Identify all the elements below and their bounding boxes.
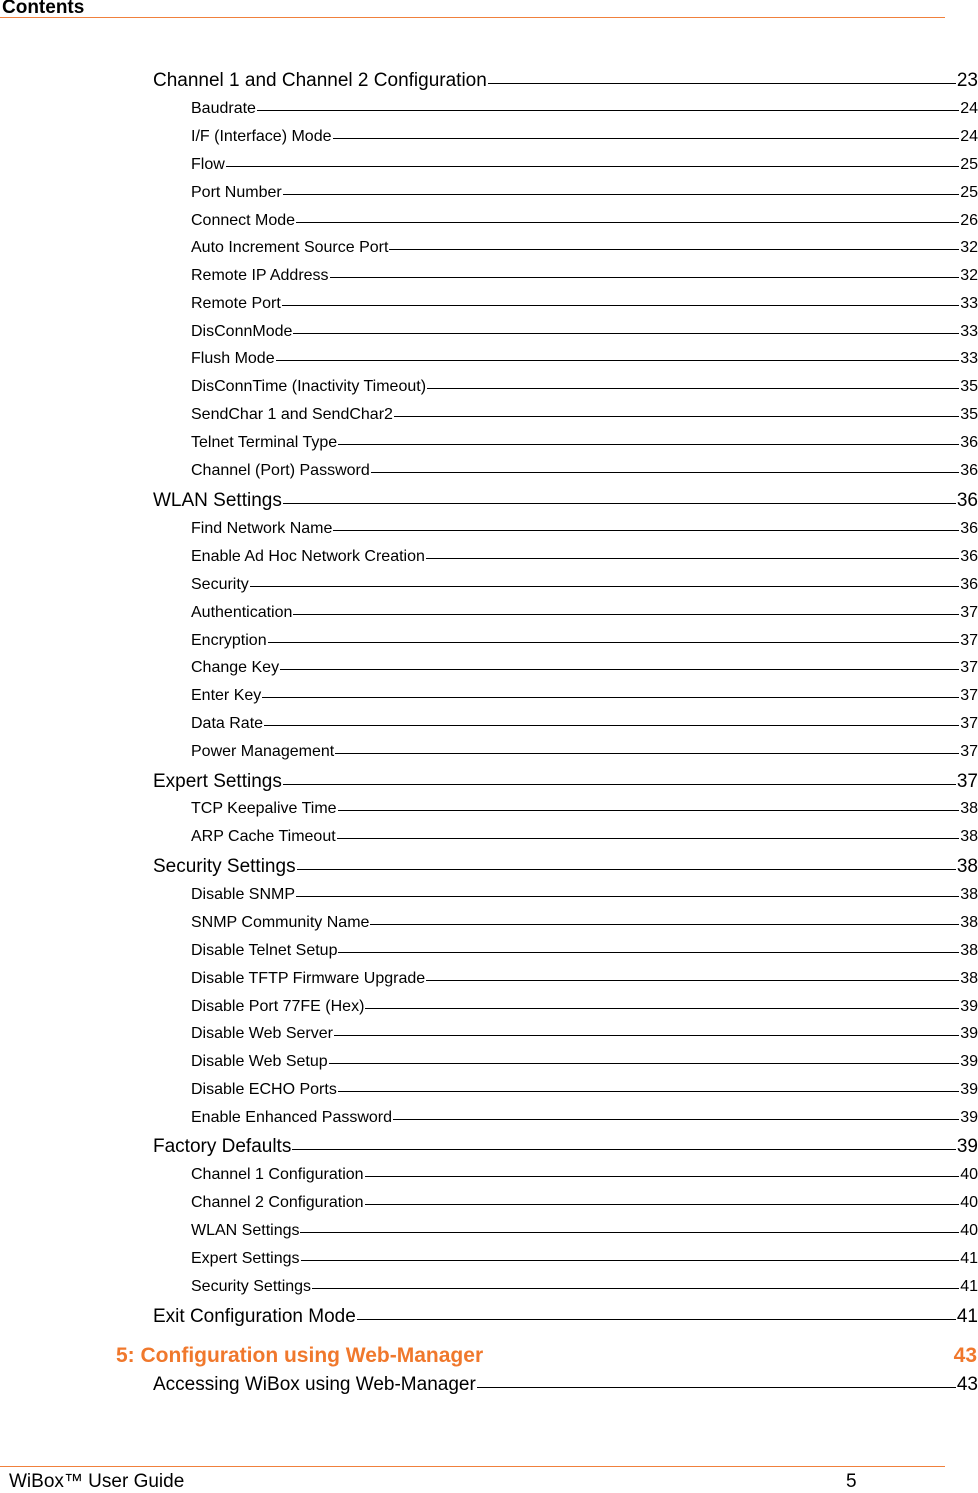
toc-entry[interactable]	[191, 1278, 978, 1300]
toc-entry-label: Security	[191, 576, 249, 593]
toc-entry[interactable]	[191, 350, 978, 372]
toc-leader-line	[426, 980, 959, 981]
toc-entry[interactable]	[191, 239, 978, 261]
toc-entry[interactable]	[191, 184, 978, 206]
toc-entry-label: Accessing WiBox using Web-Manager	[153, 1374, 476, 1395]
toc-entry-label: Channel 2 Configuration	[191, 1194, 364, 1211]
toc-entry-page: 33	[960, 323, 978, 340]
toc-entry-page: 37	[960, 687, 978, 704]
toc-entry-label: Factory Defaults	[153, 1136, 292, 1157]
toc-entry-page: 37	[960, 715, 978, 732]
toc-entry-page: 41	[956, 1306, 978, 1327]
toc-leader-line	[280, 669, 959, 670]
toc-entry[interactable]	[191, 800, 978, 822]
toc-entry-page: 36	[960, 434, 978, 451]
toc-entry[interactable]	[191, 434, 978, 456]
toc-entry[interactable]	[153, 771, 978, 797]
toc-entry-page: 35	[960, 378, 978, 395]
toc-entry[interactable]	[191, 828, 978, 850]
toc-entry-label: TCP Keepalive Time	[191, 800, 337, 817]
toc-entry-page: 38	[960, 886, 978, 903]
toc-entry-label: Enable Ad Hoc Network Creation	[191, 548, 425, 565]
footer-title: WiBox™ User Guide	[9, 1471, 185, 1492]
toc-entry-label: Expert Settings	[153, 771, 282, 792]
toc-entry[interactable]	[191, 548, 978, 570]
toc-entry-page: 36	[960, 576, 978, 593]
toc-entry-label: Find Network Name	[191, 520, 333, 537]
toc-entry-label: Flush Mode	[191, 350, 275, 367]
toc-entry-page: 39	[960, 998, 978, 1015]
toc-entry-label: DisConnMode	[191, 323, 293, 340]
toc-entry[interactable]	[191, 378, 978, 400]
toc-leader-line	[394, 416, 959, 417]
toc-entry-page: 39	[960, 1081, 978, 1098]
toc-entry-label: Enter Key	[191, 687, 262, 704]
toc-entry[interactable]	[191, 1166, 978, 1188]
toc-entry-page: 38	[960, 970, 978, 987]
toc-entry-label: Channel (Port) Password	[191, 462, 370, 479]
toc-entry-page: 24	[960, 128, 978, 145]
toc-entry[interactable]	[191, 462, 978, 484]
toc-entry-page: 37	[960, 604, 978, 621]
toc-chapter-entry[interactable]	[116, 1344, 977, 1372]
toc-entry[interactable]	[153, 1136, 978, 1162]
toc-entry[interactable]	[153, 490, 978, 516]
toc-entry-page: 32	[960, 267, 978, 284]
toc-leader-line	[282, 305, 959, 306]
toc-entry-label: Port Number	[191, 184, 282, 201]
toc-leader-line	[370, 924, 959, 925]
toc-leader-line	[426, 558, 959, 559]
toc-entry-page: 43	[953, 1344, 977, 1367]
toc-leader-line	[365, 1176, 960, 1177]
toc-leader-line	[268, 642, 960, 643]
toc-leader-line	[371, 472, 959, 473]
toc-entry-label: I/F (Interface) Mode	[191, 128, 332, 145]
toc-entry-label: Authentication	[191, 604, 293, 621]
footer-rule	[0, 1466, 945, 1467]
toc-entry-page: 35	[960, 406, 978, 423]
toc-entry-label: Telnet Terminal Type	[191, 434, 338, 451]
toc-leader-line	[338, 810, 960, 811]
toc-entry-label: WLAN Settings	[153, 490, 282, 511]
toc-entry[interactable]	[153, 1374, 978, 1400]
toc-leader-line	[338, 952, 959, 953]
toc-entry-label: Remote IP Address	[191, 267, 329, 284]
toc-entry[interactable]	[191, 970, 978, 992]
toc-entry-label: Remote Port	[191, 295, 281, 312]
toc-entry-label: Flow	[191, 156, 225, 173]
toc-leader-line	[262, 697, 959, 698]
toc-entry-page: 38	[960, 828, 978, 845]
toc-entry-page: 37	[960, 659, 978, 676]
toc-entry-page: 37	[960, 743, 978, 760]
toc-leader-line	[338, 444, 959, 445]
toc-entry-page: 39	[960, 1025, 978, 1042]
toc-leader-line	[333, 530, 959, 531]
toc-leader-line	[333, 138, 960, 139]
toc-entry-page: 37	[960, 632, 978, 649]
toc-entry-label: 5: Configuration using Web-Manager	[116, 1344, 484, 1367]
toc-entry[interactable]	[191, 323, 978, 345]
toc-leader-line	[335, 753, 959, 754]
toc-entry[interactable]	[191, 942, 978, 964]
toc-entry-page: 25	[960, 184, 978, 201]
toc-entry[interactable]	[153, 1306, 978, 1332]
toc-entry-label: Enable Enhanced Password	[191, 1109, 393, 1126]
toc-entry-label: Disable SNMP	[191, 886, 296, 903]
toc-entry-label: Expert Settings	[191, 1250, 300, 1267]
toc-leader-line	[389, 249, 959, 250]
toc-entry-label: Data Rate	[191, 715, 264, 732]
toc-entry-label: Change Key	[191, 659, 280, 676]
toc-leader-line	[296, 222, 959, 223]
toc-entry-label: WLAN Settings	[191, 1222, 300, 1239]
toc-entry[interactable]	[191, 128, 978, 150]
toc-entry[interactable]	[153, 70, 978, 96]
toc-entry[interactable]	[191, 1194, 978, 1216]
toc-entry-page: 40	[960, 1222, 978, 1239]
toc-entry[interactable]	[191, 267, 978, 289]
toc-entry[interactable]	[191, 632, 978, 654]
toc-leader-line	[293, 614, 959, 615]
toc-leader-line	[276, 360, 960, 361]
toc-entry[interactable]	[191, 886, 978, 908]
toc-leader-line	[300, 1232, 959, 1233]
toc-entry[interactable]	[191, 1025, 978, 1047]
toc-leader-line	[334, 1035, 959, 1036]
toc-entry-label: Disable TFTP Firmware Upgrade	[191, 970, 426, 987]
toc-entry-page: 36	[956, 490, 978, 511]
toc-entry-label: Power Management	[191, 743, 335, 760]
toc-entry[interactable]	[191, 1250, 978, 1272]
toc-entry-page: 39	[956, 1136, 978, 1157]
toc-entry[interactable]	[191, 100, 978, 122]
toc-entry-page: 36	[960, 462, 978, 479]
toc-leader-line	[226, 166, 959, 167]
toc-entry[interactable]	[191, 743, 978, 765]
toc-leader-line	[283, 194, 960, 195]
toc-leader-line	[297, 869, 956, 870]
toc-entry-page: 33	[960, 295, 978, 312]
toc-leader-line	[296, 896, 959, 897]
toc-entry-page: 39	[960, 1109, 978, 1126]
toc-entry[interactable]	[191, 659, 978, 681]
toc-entry-label: Channel 1 Configuration	[191, 1166, 364, 1183]
toc-entry-label: Disable Telnet Setup	[191, 942, 338, 959]
toc-entry-page: 38	[960, 914, 978, 931]
toc-entry-label: Disable Web Setup	[191, 1053, 328, 1070]
toc-leader-line	[365, 1008, 959, 1009]
toc-entry-label: Security Settings	[153, 856, 296, 877]
toc-entry[interactable]	[191, 1081, 978, 1103]
toc-entry[interactable]	[191, 576, 978, 598]
toc-entry-label: Security Settings	[191, 1278, 312, 1295]
toc-entry-page: 41	[960, 1250, 978, 1267]
toc-entry[interactable]	[191, 212, 978, 234]
toc-leader-line	[337, 838, 960, 839]
toc-entry-label: Channel 1 and Channel 2 Configuration	[153, 70, 487, 91]
toc-entry-label: Auto Increment Source Port	[191, 239, 389, 256]
toc-entry-label: Connect Mode	[191, 212, 296, 229]
toc-entry-page: 38	[956, 856, 978, 877]
toc-leader-line	[365, 1204, 960, 1205]
toc-entry[interactable]	[191, 998, 978, 1020]
toc-leader-line	[283, 784, 956, 785]
toc-entry-page: 37	[956, 771, 978, 792]
toc-entry[interactable]	[191, 295, 978, 317]
toc-leader-line	[292, 1149, 956, 1150]
toc-leader-line	[329, 1063, 960, 1064]
toc-entry-label: ARP Cache Timeout	[191, 828, 336, 845]
toc-entry[interactable]	[191, 1109, 978, 1131]
toc-entry-label: Disable Web Server	[191, 1025, 333, 1042]
toc-entry[interactable]	[191, 1222, 978, 1244]
toc-entry-page: 25	[960, 156, 978, 173]
toc-entry-label: Exit Configuration Mode	[153, 1306, 356, 1327]
toc-leader-line	[264, 725, 959, 726]
toc-entry[interactable]	[191, 715, 978, 737]
toc-entry-page: 43	[956, 1374, 978, 1395]
toc-entry-label: SendChar 1 and SendChar2	[191, 406, 393, 423]
toc-entry[interactable]	[191, 156, 978, 178]
toc-entry-label: Disable Port 77FE (Hex)	[191, 998, 365, 1015]
toc-entry[interactable]	[191, 520, 978, 542]
footer-page-number: 5	[846, 1471, 857, 1492]
toc-entry-page: 36	[960, 548, 978, 565]
toc-leader-line	[427, 388, 959, 389]
toc-leader-line	[250, 586, 959, 587]
toc-entry-page: 39	[960, 1053, 978, 1070]
toc-entry-label: Disable ECHO Ports	[191, 1081, 337, 1098]
toc-entry-page: 32	[960, 239, 978, 256]
toc-entry-page: 26	[960, 212, 978, 229]
toc-leader-line	[338, 1091, 959, 1092]
toc-entry[interactable]	[191, 604, 978, 626]
toc-leader-line	[393, 1119, 959, 1120]
toc-entry[interactable]	[191, 687, 978, 709]
toc-entry-page: 38	[960, 942, 978, 959]
toc-entry[interactable]	[191, 914, 978, 936]
toc-leader-line	[283, 503, 956, 504]
toc-entry-page: 41	[960, 1278, 978, 1295]
toc-entry-page: 33	[960, 350, 978, 367]
toc-leader-line	[488, 83, 956, 84]
toc-entry[interactable]	[153, 856, 978, 882]
toc-leader-line	[330, 277, 960, 278]
toc-entry-page: 23	[956, 70, 978, 91]
toc-entry-page: 40	[960, 1194, 978, 1211]
header-title: Contents	[2, 0, 85, 18]
toc-entry-page: 24	[960, 100, 978, 117]
header-rule	[0, 17, 945, 18]
toc-entry-page: 40	[960, 1166, 978, 1183]
toc-leader-line	[357, 1319, 956, 1320]
toc-entry-label: DisConnTime (Inactivity Timeout)	[191, 378, 427, 395]
toc-leader-line	[312, 1288, 959, 1289]
toc-leader-line	[293, 333, 959, 334]
toc-entry[interactable]	[191, 406, 978, 428]
toc-entry-label: SNMP Community Name	[191, 914, 370, 931]
toc-leader-line	[301, 1260, 960, 1261]
toc-leader-line	[477, 1387, 956, 1388]
toc-entry-label: Encryption	[191, 632, 267, 649]
toc-entry[interactable]	[191, 1053, 978, 1075]
toc-entry-page: 36	[960, 520, 978, 537]
toc-entry-label: Baudrate	[191, 100, 256, 117]
toc-entry-page: 38	[960, 800, 978, 817]
toc-leader-line	[257, 110, 959, 111]
